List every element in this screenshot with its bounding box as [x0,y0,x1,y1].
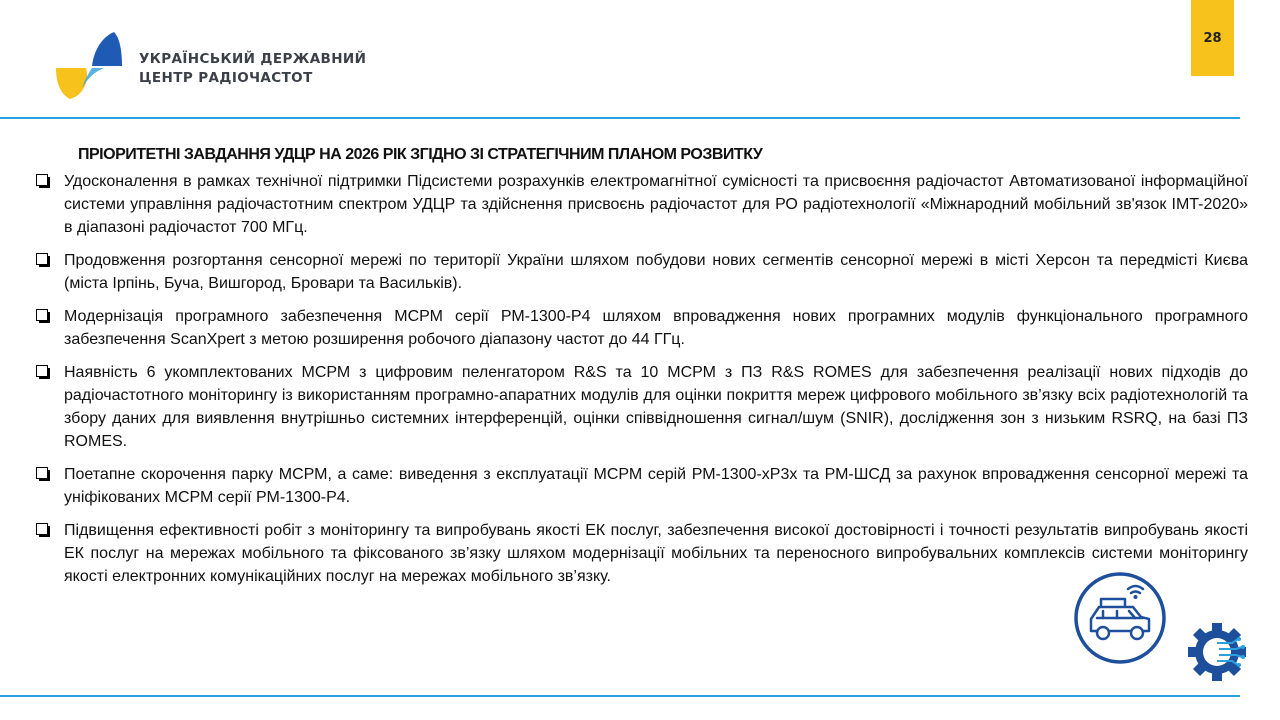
checkbox-bullet-icon [36,253,48,265]
org-name-line2: ЦЕНТР РАДІОЧАСТОТ [139,70,313,86]
org-name-line1: УКРАЇНСЬКИЙ ДЕРЖАВНИЙ [139,51,367,67]
list-item-text: Продовження розгортання сенсорної мережі по території України шляхом побудови нових сегментів сенсорної мережі в місті Херсон та передмісті Києва (міста Ірпінь, Буча, Вишгород, Бровари та Васильків). [64,252,1248,292]
page-number: 28 [1191,0,1234,76]
list-item [36,170,1248,239]
checkbox-bullet-icon [36,523,48,535]
list-item [36,361,1248,453]
checkbox-bullet-icon [36,174,48,186]
list-item-text: Підвищення ефективності робіт з моніторингу та випробувань якості ЕК послуг, забезпечення високої достовірності і точності результатів випробувань якості ЕК послуг на мережах мобільного та фіксованого зв’язку шляхом модернізації мобільних та переносного випробувальних комплексів системи моніторингу якості електронних комунікаційних послуг на мережах мобільного зв’язку. [64,522,1248,585]
monitoring-vehicle-icon [1073,571,1167,665]
org-name [139,50,366,88]
list-item [36,519,1248,588]
checkbox-bullet-icon [36,365,48,377]
list-item-text: Поетапне скорочення парку МСРМ, а саме: виведення з експлуатації МСРМ серій РМ-1300-хР3х та РМ-ШСД за рахунок впровадження сенсорної мережі та уніфікованих МСРМ серії РМ-1300-Р4. [64,466,1248,506]
list-item-text: Модернізація програмного забезпечення МСРМ серії РМ-1300-Р4 шляхом впровадження нових програмних модулів функціонального програмного забезпечення ScanXpert з метою розширення робочого діапазону частот до 44 ГГц. [64,308,1248,348]
priority-list [36,170,1248,598]
list-item-text: Наявність 6 укомплектованих МСРМ з цифровим пеленгатором R&S та 10 МСРМ з ПЗ R&S ROMES для забезпечення реалізації нових підходів до радіочастотного моніторингу із використанням програмно-апаратних модулів для оцінки покриття мереж цифрового мобільного зв’язку всіх радіотехнологій та збору даних для виявлення внутрішньо системних інтерференцій, оцінки співвідношення сигнал/шум (SNIR), дослідження зон з низьким RSRQ, на базі ПЗ ROMES. [64,364,1248,450]
gear-circuit-icon [1186,621,1248,683]
footer-divider [0,695,1240,697]
udcr-logo-icon [52,30,128,102]
header-divider [0,117,1240,119]
list-item-text: Удосконалення в рамках технічної підтримки Підсистеми розрахунків електромагнітної сумісності та присвоєння радіочастот Автоматизованої інформаційної системи управління радіочастотним спектром УДЦР та здійснення присвоєнь радіочастот для РО радіотехнології «Міжнародний мобільний зв'язок IMT-2020» в діапазоні радіочастот 700 МГц. [64,173,1248,236]
list-item [36,249,1248,295]
slide-title: ПРІОРИТЕТНІ ЗАВДАННЯ УДЦР НА 2026 РІК ЗГІДНО ЗІ СТРАТЕГІЧНИМ ПЛАНОМ РОЗВИТКУ [78,146,763,163]
checkbox-bullet-icon [36,467,48,479]
checkbox-bullet-icon [36,309,48,321]
list-item [36,463,1248,509]
list-item [36,305,1248,351]
